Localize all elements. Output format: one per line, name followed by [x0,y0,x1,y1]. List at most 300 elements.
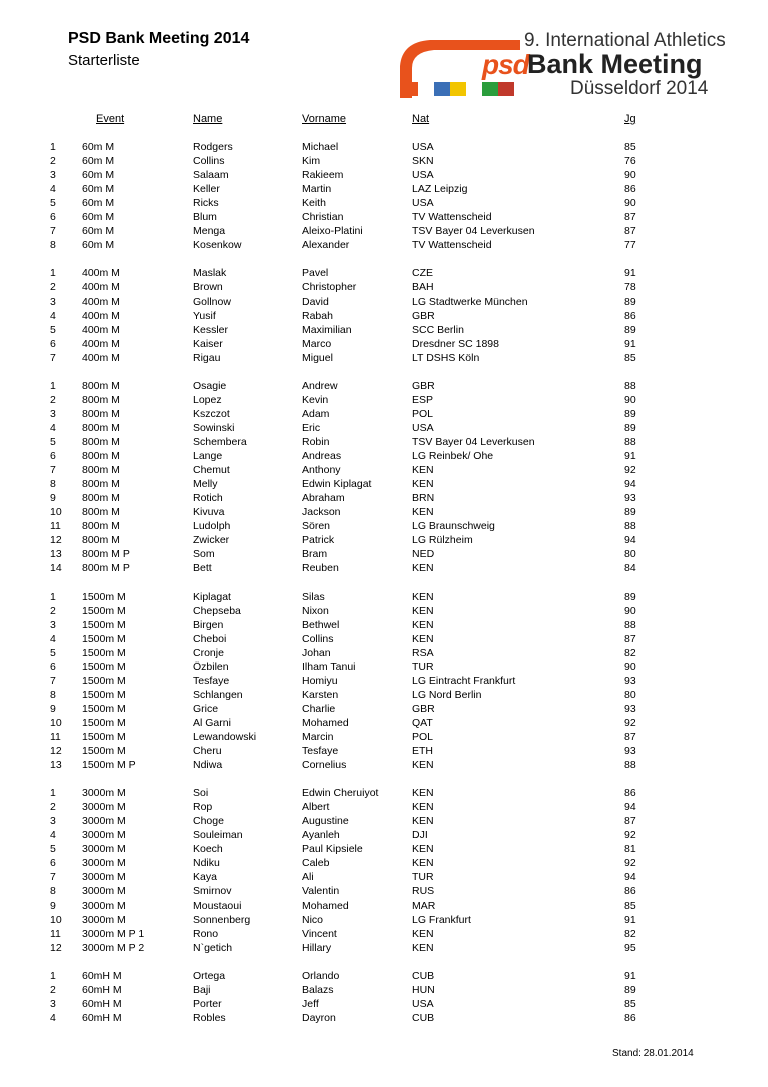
row-jg: 93 [624,492,636,505]
row-number: 4 [50,1011,56,1024]
table-row [0,702,768,716]
row-number: 7 [50,225,56,238]
row-number: 8 [50,478,56,491]
row-number: 1 [50,141,56,153]
row-number: 5 [50,323,56,336]
row-number: 8 [50,239,56,252]
table-row [0,477,768,491]
row-event: 3000m M [82,885,126,898]
row-event: 3000m M [82,843,126,856]
row-jg: 89 [624,323,636,336]
row-name: Collins [193,155,225,168]
row-nat: POL [412,407,434,420]
row-jg: 90 [624,660,636,673]
row-vorname: Jeff [302,997,319,1010]
row-jg: 91 [624,337,636,350]
row-vorname: Orlando [302,969,340,982]
row-vorname: Miguel [302,351,333,364]
row-nat: BAH [412,281,434,294]
row-event: 1500m M [82,590,126,603]
row-nat: TV Wattenscheid [412,239,492,252]
row-number: 11 [50,730,61,743]
row-nat: KEN [412,815,434,828]
row-name: Rigau [193,351,221,364]
row-event: 3000m M [82,913,126,926]
row-vorname: Homiyu [302,674,338,687]
table-row [0,688,768,702]
row-jg: 76 [624,155,636,168]
row-nat: GBR [412,702,435,715]
row-name: Rotich [193,492,223,505]
row-nat: GBR [412,309,435,322]
row-jg: 86 [624,1011,636,1024]
row-vorname: Charlie [302,702,336,715]
row-nat: KEN [412,857,434,870]
row-name: Sonnenberg [193,913,251,926]
row-jg: 93 [624,674,636,687]
row-nat: KEN [412,478,434,491]
row-jg: 85 [624,899,636,912]
row-vorname: Collins [302,632,334,645]
row-event: 60mH M [82,983,122,996]
row-name: Grice [193,702,219,715]
row-jg: 94 [624,534,636,547]
row-jg: 92 [624,464,636,477]
table-row [0,660,768,674]
row-vorname: Marco [302,337,332,350]
table-row [0,744,768,758]
row-jg: 87 [624,225,636,238]
row-event: 800m M [82,407,120,420]
event-logo [400,28,726,100]
table-header [0,113,768,127]
row-number: 3 [50,815,56,828]
header-nat: Nat [412,113,430,125]
row-jg: 77 [624,239,636,252]
row-name: N`getich [193,941,233,954]
row-name: Özbilen [193,660,229,673]
row-jg: 89 [624,983,636,996]
row-vorname: Balazs [302,983,334,996]
row-event: 3000m M [82,871,126,884]
table-row [0,842,768,856]
row-jg: 85 [624,997,636,1010]
row-vorname: Silas [302,590,325,603]
row-jg: 92 [624,716,636,729]
table-row [0,604,768,618]
row-jg: 88 [624,759,636,772]
table-row [0,196,768,210]
row-jg: 82 [624,646,636,659]
row-nat: LG Frankfurt [412,913,471,926]
row-name: Melly [193,478,218,491]
row-nat: USA [412,197,434,210]
table-row [0,800,768,814]
row-name: Moustaoui [193,899,242,912]
row-event: 3000m M [82,787,126,800]
row-number: 2 [50,393,56,406]
row-nat: TSV Bayer 04 Leverkusen [412,225,535,238]
row-name: Lopez [193,393,222,406]
row-nat: RSA [412,646,434,659]
row-nat: LAZ Leipzig [412,183,468,196]
row-event: 400m M [82,351,120,364]
row-event: 1500m M [82,632,126,645]
row-event: 60m M [82,141,115,153]
row-number: 4 [50,632,56,645]
table-row [0,491,768,505]
row-nat: LT DSHS Köln [412,351,480,364]
row-nat: TSV Bayer 04 Leverkusen [412,435,535,448]
row-vorname: Kevin [302,393,329,406]
row-name: Robles [193,1011,226,1024]
row-jg: 82 [624,927,636,940]
row-vorname: Karsten [302,688,339,701]
row-vorname: Abraham [302,492,345,505]
row-number: 3 [50,407,56,420]
starter-list [0,140,768,1039]
row-vorname: Andreas [302,450,342,463]
row-event: 800m M P [82,562,130,575]
row-jg: 80 [624,548,636,561]
row-event: 60mH M [82,997,122,1010]
row-number: 5 [50,435,56,448]
row-event: 800m M [82,435,120,448]
logo-psd: psd [482,49,529,80]
row-number: 3 [50,997,56,1010]
header-event: Event [96,113,125,125]
row-jg: 90 [624,604,636,617]
table-row [0,168,768,182]
row-jg: 93 [624,702,636,715]
row-number: 7 [50,871,56,884]
row-jg: 86 [624,183,636,196]
row-vorname: Christian [302,211,344,224]
row-vorname: Anthony [302,464,341,477]
row-event: 400m M [82,267,120,280]
track-stripe [498,82,514,96]
row-nat: TUR [412,660,434,673]
row-vorname: Michael [302,141,339,153]
row-nat: KEN [412,927,434,940]
row-name: Smirnov [193,885,232,898]
table-row [0,309,768,323]
row-number: 14 [50,562,62,575]
row-jg: 94 [624,478,636,491]
table-row [0,238,768,252]
row-jg: 95 [624,941,636,954]
row-name: Blum [193,211,217,224]
document-subtitle: Starterliste [68,52,140,69]
row-name: Rodgers [193,141,233,153]
table-row [0,983,768,997]
row-jg: 88 [624,618,636,631]
row-name: Keller [193,183,220,196]
row-name: Chepseba [193,604,241,617]
row-vorname: Christopher [302,281,357,294]
row-jg: 90 [624,197,636,210]
row-event: 60m M [82,155,115,168]
table-row [0,870,768,884]
row-number: 13 [50,548,62,561]
table-row [0,814,768,828]
row-name: Tesfaye [193,674,230,687]
row-jg: 91 [624,267,636,280]
row-event: 800m M [82,464,120,477]
table-row [0,884,768,898]
row-event: 60m M [82,211,115,224]
row-event: 3000m M [82,857,126,870]
row-name: Choge [193,815,224,828]
table-row [0,941,768,955]
row-name: Rop [193,801,213,814]
row-number: 9 [50,899,56,912]
row-number: 13 [50,759,62,772]
row-number: 1 [50,590,56,603]
row-jg: 89 [624,421,636,434]
row-nat: LG Eintracht Frankfurt [412,674,516,687]
row-event: 800m M [82,534,120,547]
table-row [0,379,768,393]
row-vorname: Caleb [302,857,330,870]
row-vorname: Vincent [302,927,337,940]
row-nat: GBR [412,379,435,392]
row-name: Menga [193,225,226,238]
table-row [0,323,768,337]
row-event: 1500m M [82,730,126,743]
row-vorname: Adam [302,407,330,420]
row-event: 3000m M [82,899,126,912]
row-vorname: Tesfaye [302,745,339,758]
table-row [0,856,768,870]
row-name: Zwicker [193,534,230,547]
row-vorname: Albert [302,801,330,814]
row-name: Ndiku [193,857,220,870]
row-name: Som [193,548,215,561]
row-name: Soi [193,787,209,800]
row-event: 60m M [82,197,115,210]
row-number: 11 [50,927,61,940]
row-nat: KEN [412,604,434,617]
table-row [0,632,768,646]
row-nat: KEN [412,843,434,856]
track-stripe [450,82,466,96]
row-vorname: David [302,295,329,308]
table-row [0,716,768,730]
row-nat: USA [412,141,434,153]
table-row [0,674,768,688]
row-number: 2 [50,983,56,996]
row-name: Bett [193,562,212,575]
table-row [0,730,768,744]
table-row [0,154,768,168]
table-row [0,618,768,632]
row-jg: 92 [624,829,636,842]
row-name: Maslak [193,267,227,280]
row-vorname: Andrew [302,379,338,392]
row-vorname: Bethwel [302,618,340,631]
row-name: Porter [193,997,222,1010]
row-number: 2 [50,155,56,168]
row-event: 800m M [82,450,120,463]
row-nat: KEN [412,464,434,477]
row-vorname: Reuben [302,562,339,575]
row-number: 1 [50,969,56,982]
track-stripe [418,82,434,96]
row-jg: 88 [624,435,636,448]
row-name: Schembera [193,435,247,448]
row-vorname: Mohamed [302,716,349,729]
row-jg: 88 [624,379,636,392]
row-vorname: Ayanleh [302,829,340,842]
row-name: Cronje [193,646,224,659]
row-name: Schlangen [193,688,243,701]
row-event: 60m M [82,239,115,252]
row-number: 9 [50,492,56,505]
row-name: Salaam [193,169,229,182]
row-event: 800m M [82,421,120,434]
row-number: 1 [50,267,56,280]
row-nat: TV Wattenscheid [412,211,492,224]
row-jg: 91 [624,450,636,463]
row-nat: KEN [412,590,434,603]
row-jg: 89 [624,295,636,308]
row-event: 800m M [82,478,120,491]
row-event: 60mH M [82,969,122,982]
row-event: 1500m M [82,702,126,715]
row-event: 3000m M [82,801,126,814]
row-jg: 86 [624,309,636,322]
row-nat: ESP [412,393,434,406]
row-event: 3000m M P 1 [82,927,145,940]
table-row [0,266,768,280]
row-nat: CZE [412,267,433,280]
row-vorname: Ali [302,871,314,884]
row-jg: 88 [624,520,636,533]
row-number: 6 [50,450,56,463]
row-number: 4 [50,829,56,842]
row-nat: USA [412,169,434,182]
row-vorname: Maximilian [302,323,352,336]
row-name: Rono [193,927,219,940]
row-event: 400m M [82,295,120,308]
table-row [0,786,768,800]
row-vorname: Nico [302,913,324,926]
row-vorname: Johan [302,646,331,659]
row-name: Sowinski [193,421,235,434]
table-row [0,913,768,927]
row-name: Osagie [193,379,227,392]
row-nat: KEN [412,618,434,631]
row-nat: SCC Berlin [412,323,464,336]
row-event: 800m M [82,520,120,533]
row-vorname: Rabah [302,309,333,322]
table-row [0,393,768,407]
table-row [0,463,768,477]
row-jg: 85 [624,141,636,153]
row-event: 60mH M [82,1011,122,1024]
stand-date: Stand: 28.01.2014 [612,1048,694,1059]
row-name: Kszczot [193,407,230,420]
row-number: 2 [50,604,56,617]
row-number: 6 [50,660,56,673]
row-nat: TUR [412,871,434,884]
row-number: 12 [50,534,62,547]
row-vorname: Paul Kipsiele [302,843,363,856]
row-name: Gollnow [193,295,231,308]
row-event: 800m M P [82,548,130,561]
row-number: 7 [50,464,56,477]
table-row [0,547,768,561]
row-name: Ricks [193,197,219,210]
row-number: 2 [50,801,56,814]
row-event: 800m M [82,492,120,505]
row-vorname: Patrick [302,534,335,547]
row-nat: POL [412,730,434,743]
table-row [0,351,768,365]
table-row [0,224,768,238]
row-nat: KEN [412,632,434,645]
row-event: 1500m M [82,716,126,729]
row-number: 1 [50,787,56,800]
row-number: 4 [50,309,56,322]
row-nat: SKN [412,155,434,168]
row-vorname: Edwin Kiplagat [302,478,372,491]
row-nat: KEN [412,759,434,772]
row-jg: 78 [624,281,636,294]
row-number: 4 [50,421,56,434]
row-event: 1500m M [82,745,126,758]
row-vorname: Rakieem [302,169,344,182]
table-row [0,758,768,772]
row-number: 8 [50,688,56,701]
row-vorname: Bram [302,548,328,561]
row-vorname: Aleixo-Platini [302,225,363,238]
row-nat: LG Reinbek/ Ohe [412,450,494,463]
row-vorname: Ilham Tanui [302,660,356,673]
table-row [0,295,768,309]
row-nat: Dresdner SC 1898 [412,337,499,350]
header-jg: Jg [624,113,636,125]
row-jg: 89 [624,590,636,603]
row-jg: 89 [624,506,636,519]
row-number: 4 [50,183,56,196]
row-nat: MAR [412,899,436,912]
event-group [0,379,768,576]
row-name: Lange [193,450,223,463]
row-jg: 90 [624,169,636,182]
row-number: 7 [50,674,56,687]
row-event: 60m M [82,169,115,182]
row-event: 800m M [82,379,120,392]
row-jg: 86 [624,885,636,898]
row-jg: 85 [624,351,636,364]
row-event: 3000m M [82,829,126,842]
row-jg: 86 [624,787,636,800]
row-vorname: Kim [302,155,321,168]
row-number: 8 [50,885,56,898]
row-event: 400m M [82,337,120,350]
row-event: 1500m M [82,660,126,673]
logo-city: Düsseldorf 2014 [570,78,709,99]
row-nat: QAT [412,716,433,729]
row-name: Cheboi [193,632,227,645]
table-row [0,828,768,842]
row-nat: NED [412,548,435,561]
row-number: 2 [50,281,56,294]
row-event: 400m M [82,323,120,336]
row-event: 1500m M [82,604,126,617]
